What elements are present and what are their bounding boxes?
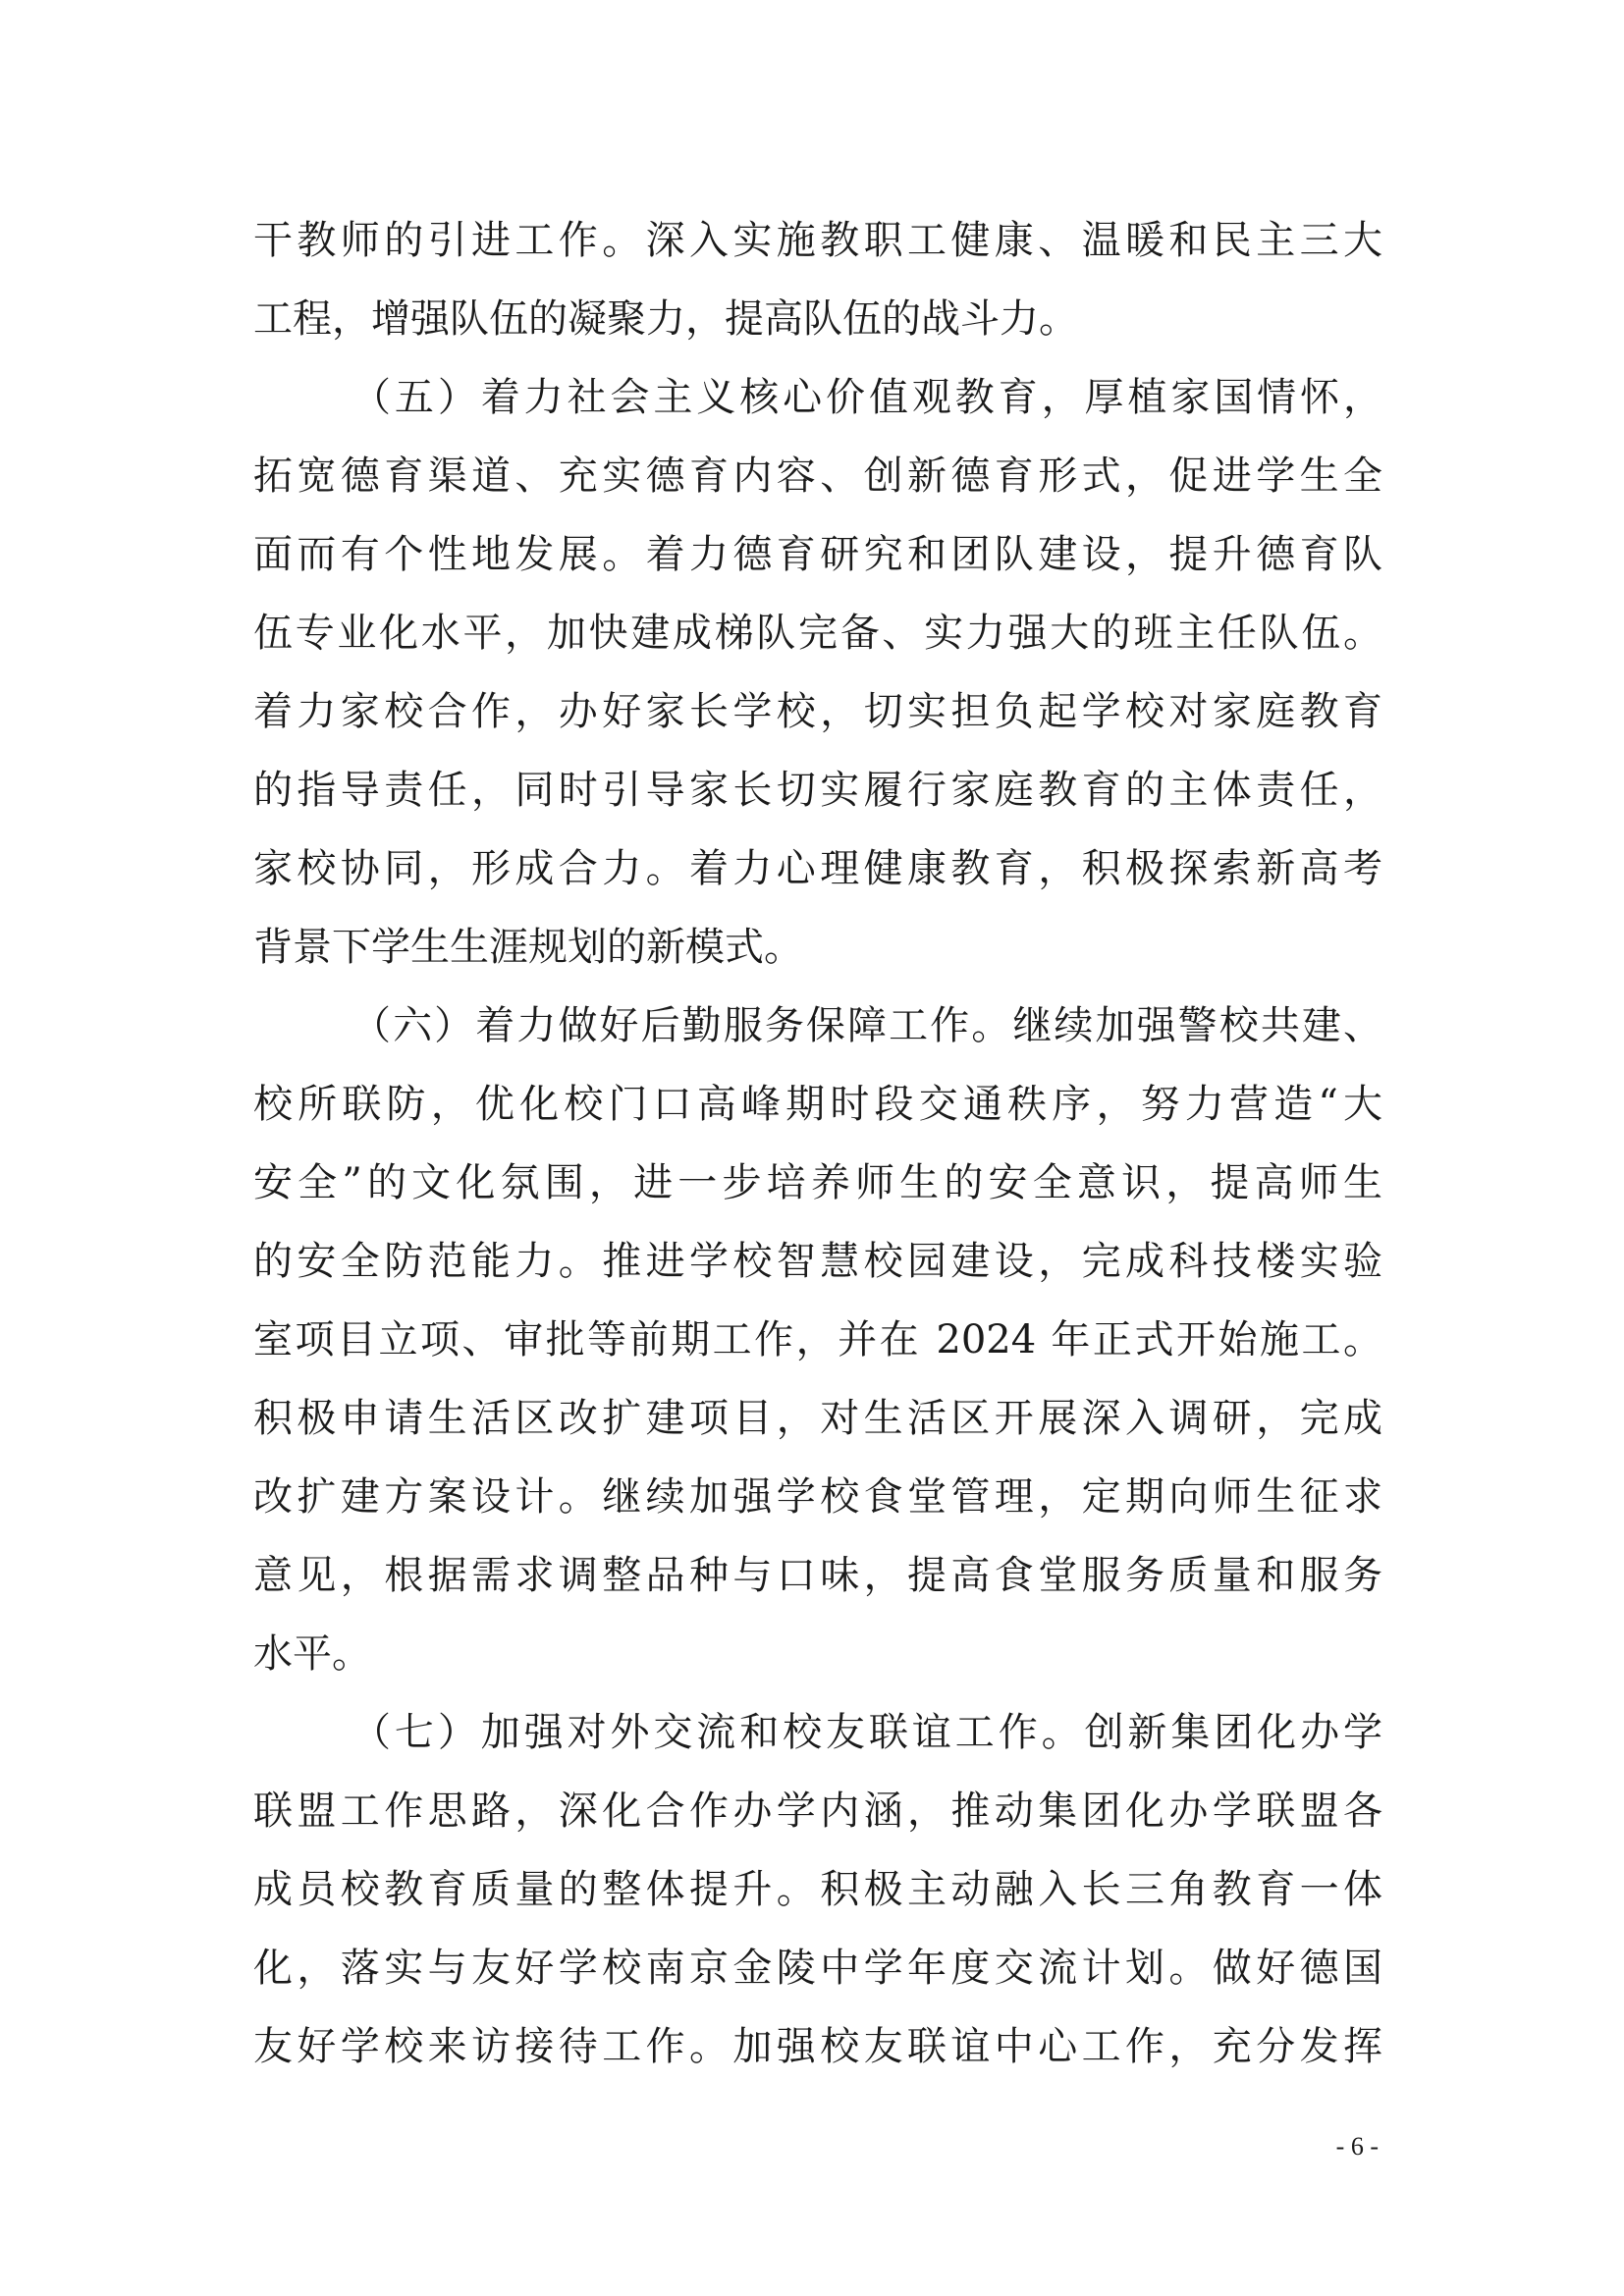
text-line: 化，落实与友好学校南京金陵中学年度交流计划。做好德国 [253,1946,1382,1991]
page-number: - 6 - [1335,2132,1379,2161]
text-line: 家校协同，形成合力。着力心理健康教育，积极探索新高考 [253,846,1382,891]
text-line: 拓宽德育渠道、充实德育内容、创新德育形式，促进学生全 [253,454,1382,499]
text-line: 成员校教育质量的整体提升。积极主动融入长三角教育一体 [253,1867,1382,1912]
text-line: 的指导责任，同时引导家长切实履行家庭教育的主体责任， [253,768,1382,813]
text-line: 着力家校合作，办好家长学校，切实担负起学校对家庭教育 [253,689,1382,734]
body-text [253,201,1382,2086]
text-line: 安全”的文化氛围，进一步培养师生的安全意识，提高师生 [253,1160,1382,1205]
text-line: 面而有个性地发展。着力德育研究和团队建设，提升德育队 [253,532,1382,577]
paragraph-first-line: （七）加强对外交流和校友联谊工作。创新集团化办学 [352,1710,1382,1755]
text-line: 联盟工作思路，深化合作办学内涵，推动集团化办学联盟各 [253,1789,1382,1834]
text-line: 友好学校来访接待工作。加强校友联谊中心工作，充分发挥 [253,2024,1382,2069]
text-line: 工程，增强队伍的凝聚力，提高队伍的战斗力。 [253,296,1078,342]
paragraph-first-line: （五）着力社会主义核心价值观教育，厚植家国情怀， [352,375,1382,420]
text-line: 水平。 [253,1631,371,1677]
text-line: 干教师的引进工作。深入实施教职工健康、温暖和民主三大 [253,218,1382,263]
text-line: 伍专业化水平，加快建成梯队完备、实力强大的班主任队伍。 [253,611,1382,656]
text-line: 的安全防范能力。推进学校智慧校园建设，完成科技楼实验 [253,1239,1382,1284]
text-line: 校所联防，优化校门口高峰期时段交通秩序，努力营造“大 [253,1082,1382,1127]
text-line: 室项目立项、审批等前期工作，并在 2024 年正式开始施工。 [253,1317,1382,1362]
text-line: 改扩建方案设计。继续加强学校食堂管理，定期向师生征求 [253,1474,1382,1520]
paragraph-first-line: （六）着力做好后勤服务保障工作。继续加强警校共建、 [352,1003,1382,1048]
text-line: 积极申请生活区改扩建项目，对生活区开展深入调研，完成 [253,1396,1382,1441]
text-line: 意见，根据需求调整品种与口味，提高食堂服务质量和服务 [253,1553,1382,1598]
text-line: 背景下学生生涯规划的新模式。 [253,925,803,970]
